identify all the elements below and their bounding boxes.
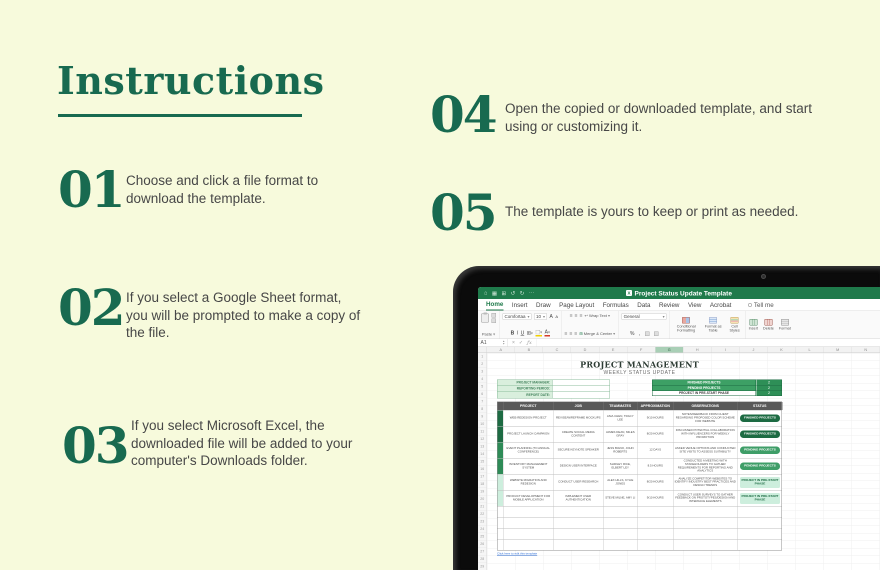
- conditional-formatting-icon: [682, 317, 690, 324]
- status-badge: FINISHED PROJECTS: [740, 415, 780, 422]
- step-3: [62, 416, 353, 475]
- number-group: [619, 311, 671, 339]
- tell-me-label: Tell me: [753, 301, 774, 309]
- prestart-projects-count: 2: [756, 391, 782, 397]
- step-4-number: 04: [430, 85, 496, 144]
- conditional-formatting-button[interactable]: Conditional Formatting: [673, 317, 699, 332]
- title-underline: [58, 114, 302, 117]
- step-3-text: If you select Microsoft Excel, the downloaded file will be added to your computer's Downloads folder.: [131, 418, 353, 469]
- cell-job[interactable]: CONDUCT USER RESEARCH: [554, 475, 604, 491]
- cell-styles-icon: [731, 317, 739, 324]
- table-row: [498, 458, 782, 474]
- redo-icon[interactable]: ↻: [519, 290, 525, 297]
- row-number[interactable]: 20: [478, 496, 487, 504]
- row-number[interactable]: 7: [478, 398, 487, 406]
- table-row: [498, 410, 782, 426]
- column-letter[interactable]: L: [796, 347, 824, 353]
- column-letter[interactable]: G: [655, 347, 683, 353]
- insert-cells-button[interactable]: Insert: [749, 319, 758, 330]
- row-number[interactable]: 15: [478, 458, 487, 466]
- step-1-text: Choose and click a file format to download the template.: [126, 173, 319, 206]
- row-number[interactable]: 6: [478, 391, 487, 399]
- styles-group: [670, 311, 746, 339]
- cell-status[interactable]: [738, 459, 783, 475]
- cell-status[interactable]: [738, 491, 783, 507]
- status-badge: PROJECT IN PRE-START PHASE: [740, 493, 780, 504]
- cell-status[interactable]: [738, 443, 783, 459]
- worksheet[interactable]: [487, 353, 880, 570]
- report-info-block: [497, 380, 610, 399]
- print-icon[interactable]: ⊞: [501, 290, 507, 297]
- insert-cells-icon: [749, 319, 757, 326]
- undo-icon[interactable]: ↺: [510, 290, 516, 297]
- cell-teammates[interactable]: JAMES DEAN, MILES GRAY: [604, 427, 638, 443]
- row-number[interactable]: 24: [478, 526, 487, 534]
- row-number[interactable]: 5: [478, 383, 487, 391]
- fill-color-button[interactable]: ⬚▾: [535, 329, 543, 335]
- step-1: [58, 160, 319, 219]
- cell-job[interactable]: DESIGN USER INTERFACE: [554, 459, 604, 475]
- row-number[interactable]: 12: [478, 436, 487, 444]
- reporting-period-value-cell[interactable]: [553, 386, 610, 392]
- cell-approximation[interactable]: 8/20 HOURS: [638, 475, 674, 491]
- format-cells-icon: [781, 319, 789, 326]
- header-job: JOB: [554, 402, 604, 410]
- row-number[interactable]: 18: [478, 481, 487, 489]
- column-letter[interactable]: E: [599, 347, 627, 353]
- underline-button[interactable]: U: [520, 330, 525, 336]
- tell-me-button[interactable]: [748, 302, 774, 311]
- row-number[interactable]: 1: [478, 353, 487, 361]
- cut-icon[interactable]: [492, 313, 497, 318]
- paste-button[interactable]: Paste ▾: [481, 332, 496, 337]
- table-row: [498, 490, 782, 506]
- cell-project[interactable]: PRODUCT DEVELOPMENT FOR MOBILE APPLICATION: [504, 491, 554, 507]
- select-all-corner[interactable]: [478, 347, 487, 353]
- bold-button[interactable]: B: [510, 330, 515, 336]
- pending-projects-label: PENDING PROJECTS: [652, 385, 756, 391]
- row-number[interactable]: 21: [478, 503, 487, 511]
- status-badge: PROJECT IN PRE-START PHASE: [740, 477, 780, 488]
- cell-teammates[interactable]: ASIA CHEN, TRACY LEE: [604, 411, 638, 427]
- format-as-table-button[interactable]: Format as Table: [703, 317, 723, 332]
- name-box-stepper[interactable]: ▲ ▼: [502, 339, 505, 346]
- step-5: [430, 183, 799, 242]
- document-subtitle: WEEKLY STATUS UPDATE: [603, 370, 676, 376]
- row-number[interactable]: 23: [478, 518, 487, 526]
- webcam-icon: [761, 274, 766, 279]
- step-5-number: 05: [430, 183, 496, 242]
- cells-group: [746, 311, 794, 339]
- step-2: [58, 278, 361, 341]
- column-letter[interactable]: M: [824, 347, 852, 353]
- status-badge: FINISHED PROJECTS: [740, 431, 780, 438]
- home-icon[interactable]: ⌂: [484, 289, 488, 296]
- row-number[interactable]: 4: [478, 376, 487, 384]
- row-number[interactable]: 26: [478, 541, 487, 549]
- column-letter[interactable]: N: [852, 347, 880, 353]
- cell-observations[interactable]: ANALYZE COMPETITOR WEBSITES TO IDENTIFY INDUSTRY BEST PRACTICES AND DESIGN TRENDS: [674, 475, 738, 491]
- tab-draw[interactable]: Draw: [536, 301, 551, 309]
- name-box[interactable]: [478, 339, 508, 347]
- ribbon-tab-bar: [478, 299, 880, 311]
- row-number[interactable]: 2: [478, 361, 487, 369]
- tab-acrobat[interactable]: Acrobat: [709, 301, 732, 309]
- step-1-number: 01: [58, 160, 124, 219]
- status-table: [497, 402, 782, 551]
- more-icon[interactable]: ⋯: [528, 290, 535, 297]
- project-manager-label: PROJECT MANAGER:: [498, 380, 553, 386]
- table-row-empty[interactable]: [498, 539, 782, 550]
- table-row: [498, 474, 782, 490]
- cell-project[interactable]: WEB REDESIGN PROJECT: [504, 411, 554, 427]
- row-number[interactable]: 3: [478, 368, 487, 376]
- document-title: PROJECT MANAGEMENT: [580, 360, 699, 370]
- step-5-text: The template is yours to keep or print as needed.: [505, 204, 799, 219]
- cell-observations[interactable]: CONDUCTED A MEETING WITH STAKEHOLDERS TO GATHER REQUIREMENTS FOR REPORTING AND ANALYTICS: [674, 459, 738, 475]
- tab-insert[interactable]: Insert: [511, 301, 528, 309]
- step-2-number: 02: [58, 278, 124, 337]
- status-badge: PENDING PROJECTS: [740, 447, 780, 454]
- cell-teammates[interactable]: ALEX HILLS, KYLIE JONES: [604, 475, 638, 491]
- enter-icon[interactable]: ✓: [518, 340, 524, 346]
- header-status: STATUS: [738, 402, 783, 410]
- align-left-icon[interactable]: ≡: [564, 331, 567, 337]
- cell-job[interactable]: IMPLEMENT USER AUTHENTICATION: [554, 491, 604, 507]
- summary-block: [652, 380, 782, 399]
- cell-styles-button[interactable]: Cell Styles: [727, 317, 742, 332]
- step-3-number: 03: [62, 416, 128, 475]
- tab-review[interactable]: Review: [658, 301, 680, 309]
- prestart-projects-label: PROJECT IN PRE-START PHASE: [652, 391, 756, 397]
- header-approximation: APPROXIMATION: [638, 402, 674, 410]
- header-project: PROJECT: [504, 402, 554, 410]
- row-number[interactable]: 11: [478, 428, 487, 436]
- column-letter[interactable]: K: [768, 347, 796, 353]
- save-icon[interactable]: ▦: [491, 290, 498, 297]
- delete-cells-icon: [764, 319, 772, 326]
- cell-approximation[interactable]: 9/10 HOURS: [638, 411, 674, 427]
- step-4-text: Open the copied or downloaded template, and start using or customizing it.: [505, 101, 812, 134]
- project-manager-value-cell[interactable]: [553, 380, 610, 386]
- cell-project[interactable]: EVENT PLANNING (TO ANNUAL CONFERENCE): [504, 443, 554, 459]
- row-number[interactable]: 10: [478, 421, 487, 429]
- copy-icon[interactable]: [492, 319, 497, 324]
- tab-home[interactable]: Home: [486, 301, 503, 311]
- tab-page-layout[interactable]: Page Layout: [559, 301, 595, 309]
- cell-teammates[interactable]: JESS BIANO, JOHN ROBERTS: [604, 443, 638, 459]
- grow-font-button[interactable]: A: [549, 313, 553, 320]
- cell-approximation[interactable]: 12 DAYS: [638, 443, 674, 459]
- tab-view[interactable]: View: [687, 301, 702, 309]
- cell-observations[interactable]: DISCUSSED POTENTIAL COLLABORATION WITH INFLUENCERS FOR WEEKLY PROMOTION: [674, 427, 738, 443]
- paste-icon[interactable]: [481, 314, 489, 323]
- column-letter[interactable]: C: [543, 347, 571, 353]
- cell-project[interactable]: WEBSITE MIGRATION AND REDESIGN: [504, 475, 554, 491]
- cell-approximation[interactable]: 8.5 HOURS: [638, 459, 674, 475]
- row-number[interactable]: 8: [478, 406, 487, 414]
- pending-projects-count: 2: [756, 385, 782, 391]
- row-number[interactable]: 25: [478, 533, 487, 541]
- row-number[interactable]: 28: [478, 556, 487, 564]
- row-number[interactable]: 29: [478, 563, 487, 570]
- cell-status[interactable]: [738, 427, 783, 443]
- cancel-icon[interactable]: ×: [512, 340, 515, 346]
- percent-style-button[interactable]: %: [629, 331, 635, 337]
- table-row: [498, 442, 782, 458]
- status-report-document: [497, 353, 782, 556]
- cell-job[interactable]: CREATE SOCIAL MEDIA CONTENT: [554, 427, 604, 443]
- step-2-text: If you select a Google Sheet format, you will be prompted to make a copy of the file.: [126, 290, 361, 341]
- align-center-icon[interactable]: ≡: [569, 331, 572, 337]
- align-right-icon[interactable]: ≡: [574, 331, 577, 337]
- row-number[interactable]: 9: [478, 413, 487, 421]
- status-badge: PENDING PROJECTS: [740, 463, 780, 470]
- merge-center-button[interactable]: ⊞ Merge & Center ▾: [579, 331, 616, 336]
- column-letter[interactable]: A: [487, 347, 515, 353]
- row-number[interactable]: 17: [478, 473, 487, 481]
- step-4: [430, 85, 812, 144]
- row-number[interactable]: 16: [478, 466, 487, 474]
- shrink-font-button[interactable]: A: [555, 314, 559, 319]
- grid-area: [478, 353, 880, 570]
- laptop-mockup: [453, 266, 880, 570]
- alignment-group: [562, 311, 619, 339]
- cell-observations[interactable]: ASKED VENUE OPTIONS AND CONDUCTED SITE VISITS TO ASSESS SUITABILITY: [674, 443, 738, 459]
- row-number-gutter: [478, 353, 487, 570]
- number-format-select[interactable]: General ▾: [623, 314, 665, 319]
- table-row-empty[interactable]: [498, 528, 782, 539]
- table-row: [498, 426, 782, 442]
- formula-input[interactable]: [536, 339, 880, 347]
- font-color-button[interactable]: A▾: [544, 329, 550, 335]
- excel-doc-icon: X: [627, 290, 631, 296]
- page-title: Instructions: [57, 58, 325, 103]
- laptop-screen: [478, 287, 880, 570]
- row-number[interactable]: 14: [478, 451, 487, 459]
- table-row-empty[interactable]: [498, 517, 782, 528]
- ribbon: [478, 311, 880, 339]
- cell-observations[interactable]: NOTES/FEEDBACK FROM CLIENT REGARDING PROPOSED COLOR SCHEME FOR WEBSITE: [674, 411, 738, 427]
- column-letter[interactable]: H: [683, 347, 711, 353]
- cell-job[interactable]: SECURE KEYNOTE SPEAKER: [554, 443, 604, 459]
- excel-titlebar: [478, 287, 880, 299]
- decrease-decimal-icon[interactable]: [654, 332, 659, 337]
- column-letter[interactable]: I: [712, 347, 740, 353]
- column-letter-row: [487, 347, 880, 353]
- formula-bar: [478, 339, 880, 347]
- status-table-header: [498, 402, 782, 410]
- table-row-empty[interactable]: [498, 506, 782, 517]
- column-letter[interactable]: F: [627, 347, 655, 353]
- column-letter[interactable]: J: [740, 347, 768, 353]
- align-bottom-icon[interactable]: ≡: [579, 313, 582, 319]
- cell-status[interactable]: [738, 475, 783, 491]
- borders-button[interactable]: ⊞▾: [526, 330, 533, 336]
- finished-projects-label: FINISHED PROJECTS: [652, 380, 756, 386]
- comma-style-button[interactable]: ,: [638, 331, 641, 337]
- cell-observations[interactable]: CONDUCT USER SURVEYS TO GATHER FEEDBACK ON PROTOTYPES/DESIGN AND INTERFACE ELEMENTS: [674, 491, 738, 507]
- cell-status[interactable]: [738, 411, 783, 427]
- wrap-text-button[interactable]: ↩ Wrap Text ▾: [584, 313, 610, 318]
- report-date-value-cell[interactable]: [553, 392, 610, 398]
- column-letter[interactable]: D: [571, 347, 599, 353]
- row-number[interactable]: 19: [478, 488, 487, 496]
- align-middle-icon[interactable]: ≡: [574, 313, 578, 319]
- row-number[interactable]: 13: [478, 443, 487, 451]
- cell-project[interactable]: INVENTORY MANAGEMENT SYSTEM: [504, 459, 554, 475]
- tab-formulas[interactable]: Formulas: [602, 301, 629, 309]
- cell-reference: A1: [480, 340, 487, 346]
- reporting-period-label: REPORTING PERIOD:: [498, 386, 553, 392]
- align-top-icon[interactable]: ≡: [569, 313, 573, 319]
- report-date-label: REPORT DATE:: [498, 392, 553, 398]
- cell-approximation[interactable]: 8/20 HOURS: [638, 427, 674, 443]
- italic-button[interactable]: I: [516, 330, 519, 336]
- format-as-table-icon: [709, 317, 717, 324]
- format-cells-button[interactable]: Format: [779, 319, 791, 330]
- insert-function-icon[interactable]: ƒx: [527, 340, 532, 346]
- cell-teammates[interactable]: STEVE MILNE, AMY LI: [604, 491, 638, 507]
- finished-projects-count: 2: [756, 380, 782, 386]
- column-letter[interactable]: B: [515, 347, 543, 353]
- clipboard-group: [478, 311, 500, 339]
- template-link[interactable]: Click here to edit this template: [497, 552, 538, 556]
- cell-project[interactable]: PROJECT LAUNCH CAMPAIGN: [504, 427, 554, 443]
- tab-data[interactable]: Data: [637, 301, 651, 309]
- cell-teammates[interactable]: SHIRLEY RICE, ELBERT LEY: [604, 459, 638, 475]
- font-name-select[interactable]: Comfortaa ▾: [504, 314, 530, 319]
- lightbulb-icon: [748, 303, 752, 307]
- header-teammates: TEAMMATES: [604, 402, 638, 410]
- cell-job[interactable]: REVISE/WIREFRAME MOCKUPS: [554, 411, 604, 427]
- row-number[interactable]: 22: [478, 511, 487, 519]
- font-group: [500, 311, 562, 339]
- row-number[interactable]: 27: [478, 548, 487, 556]
- font-size-select[interactable]: 10 ▾: [536, 314, 546, 319]
- delete-cells-button[interactable]: Delete: [763, 319, 774, 330]
- increase-decimal-icon[interactable]: [645, 332, 650, 337]
- cell-approximation[interactable]: 9/10 HOURS: [638, 491, 674, 507]
- header-observations: OBSERVATIONS: [674, 402, 738, 410]
- window-title: Project Status Update Template: [634, 289, 732, 297]
